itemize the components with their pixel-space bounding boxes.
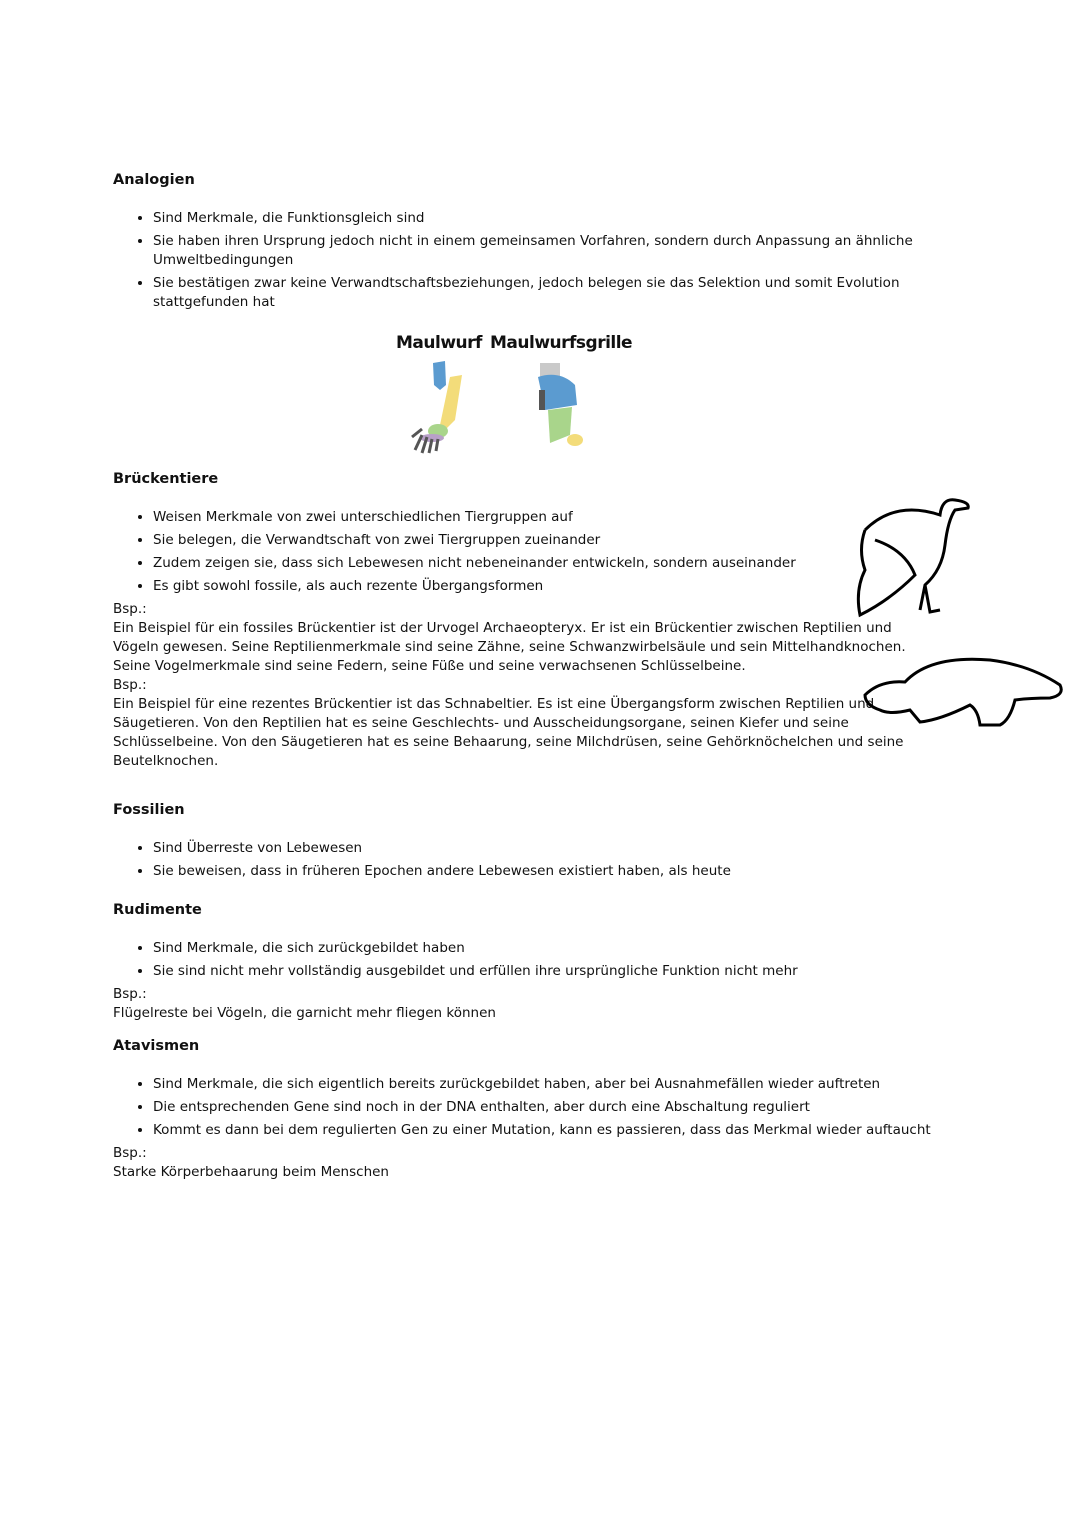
section-title: Analogien (113, 172, 195, 188)
section-title: Rudimente (113, 902, 202, 918)
example-text: Starke Körperbehaarung beim Menschen (113, 1164, 389, 1180)
list-item: • Sie bestätigen zwar keine Verwandtschaftsbeziehungen, jedoch belegen sie das Selektion und somit Evolution stattgefunden hat (153, 274, 953, 312)
section-brueckentiere (113, 470, 953, 771)
example-label: Bsp.: (113, 601, 147, 617)
section-atavismen (113, 1037, 953, 1182)
example-label: Bsp.: (113, 986, 147, 1002)
list-item: • Zudem zeigen sie, dass sich Lebewesen nicht nebeneinander entwickeln, sondern auseinander (153, 554, 953, 573)
example-text: Ein Beispiel für ein fossiles Brückentier ist der Urvogel Archaeopteryx. Er ist ein Brückentier zwischen Reptilien und Vögeln gewesen. Seine Reptilienmerkmale sind seine Zähne, seine Schwanzwirbelsäule und sein Mittelhandknochen. Seine Vogelmerkmale sind seine Federn, seine Füße und seine verwachsenen Schlüsselbeine. (113, 620, 906, 674)
platypus-illustration (860, 650, 1070, 730)
archaeopteryx-illustration (850, 490, 975, 620)
section-rudimente (113, 901, 953, 1023)
list-item: • Sie belegen, die Verwandtschaft von zwei Tiergruppen zueinander (153, 531, 953, 550)
list-item: • Sie sind nicht mehr vollständig ausgebildet und erfüllen ihre ursprüngliche Funktion nicht mehr (153, 962, 953, 981)
list-item: • Sind Merkmale, die sich zurückgebildet haben (153, 939, 953, 958)
section-title: Atavismen (113, 1038, 200, 1054)
example-text: Ein Beispiel für eine rezentes Brückentier ist das Schnabeltier. Es ist eine Übergangsform zwischen Reptilien und Säugetieren. Von den Reptilien hat es seine Geschlechts- und Ausscheidungsorgane, seinen Kiefer und seine Schlüsselbeine. Von den Säugetieren hat es seine Behaarung, seine Milchdrüsen, seine Gehörknöchelchen und seine Beutelknochen. (113, 696, 904, 769)
example-label: Bsp.: (113, 1145, 147, 1161)
list-item: • Sie beweisen, dass in früheren Epochen andere Lebewesen existiert haben, als heute (153, 862, 953, 881)
list-item: • Sind Überreste von Lebewesen (153, 839, 953, 858)
list-item: • Die entsprechenden Gene sind noch in der DNA enthalten, aber durch eine Abschaltung reguliert (153, 1098, 953, 1117)
list-item: • Weisen Merkmale von zwei unterschiedlichen Tiergruppen auf (153, 508, 953, 527)
section-title: Brückentiere (113, 471, 219, 487)
list-item: • Sind Merkmale, die Funktionsgleich sind (153, 209, 953, 228)
section-title: Fossilien (113, 802, 185, 818)
list-item: • Es gibt sowohl fossile, als auch rezente Übergangsformen (153, 577, 953, 596)
example-text: Flügelreste bei Vögeln, die garnicht mehr fliegen können (113, 1005, 496, 1021)
figure-label-maulwurf: Maulwurf (396, 333, 482, 353)
figure-label-maulwurfsgrille: Maulwurfsgrille (490, 333, 633, 353)
limb-comparison-illustration (400, 355, 600, 460)
example-label: Bsp.: (113, 677, 147, 693)
list-item: • Kommt es dann bei dem regulierten Gen zu einer Mutation, kann es passieren, dass das Merkmal wieder auftaucht (153, 1121, 953, 1140)
list-item: • Sind Merkmale, die sich eigentlich bereits zurückgebildet haben, aber bei Ausnahmefällen wieder auftreten (153, 1075, 953, 1094)
list-item: • Sie haben ihren Ursprung jedoch nicht in einem gemeinsamen Vorfahren, sondern durch Anpassung an ähnliche Umweltbedingungen (153, 232, 953, 270)
section-fossilien (113, 801, 953, 885)
section-analogien (113, 171, 953, 316)
